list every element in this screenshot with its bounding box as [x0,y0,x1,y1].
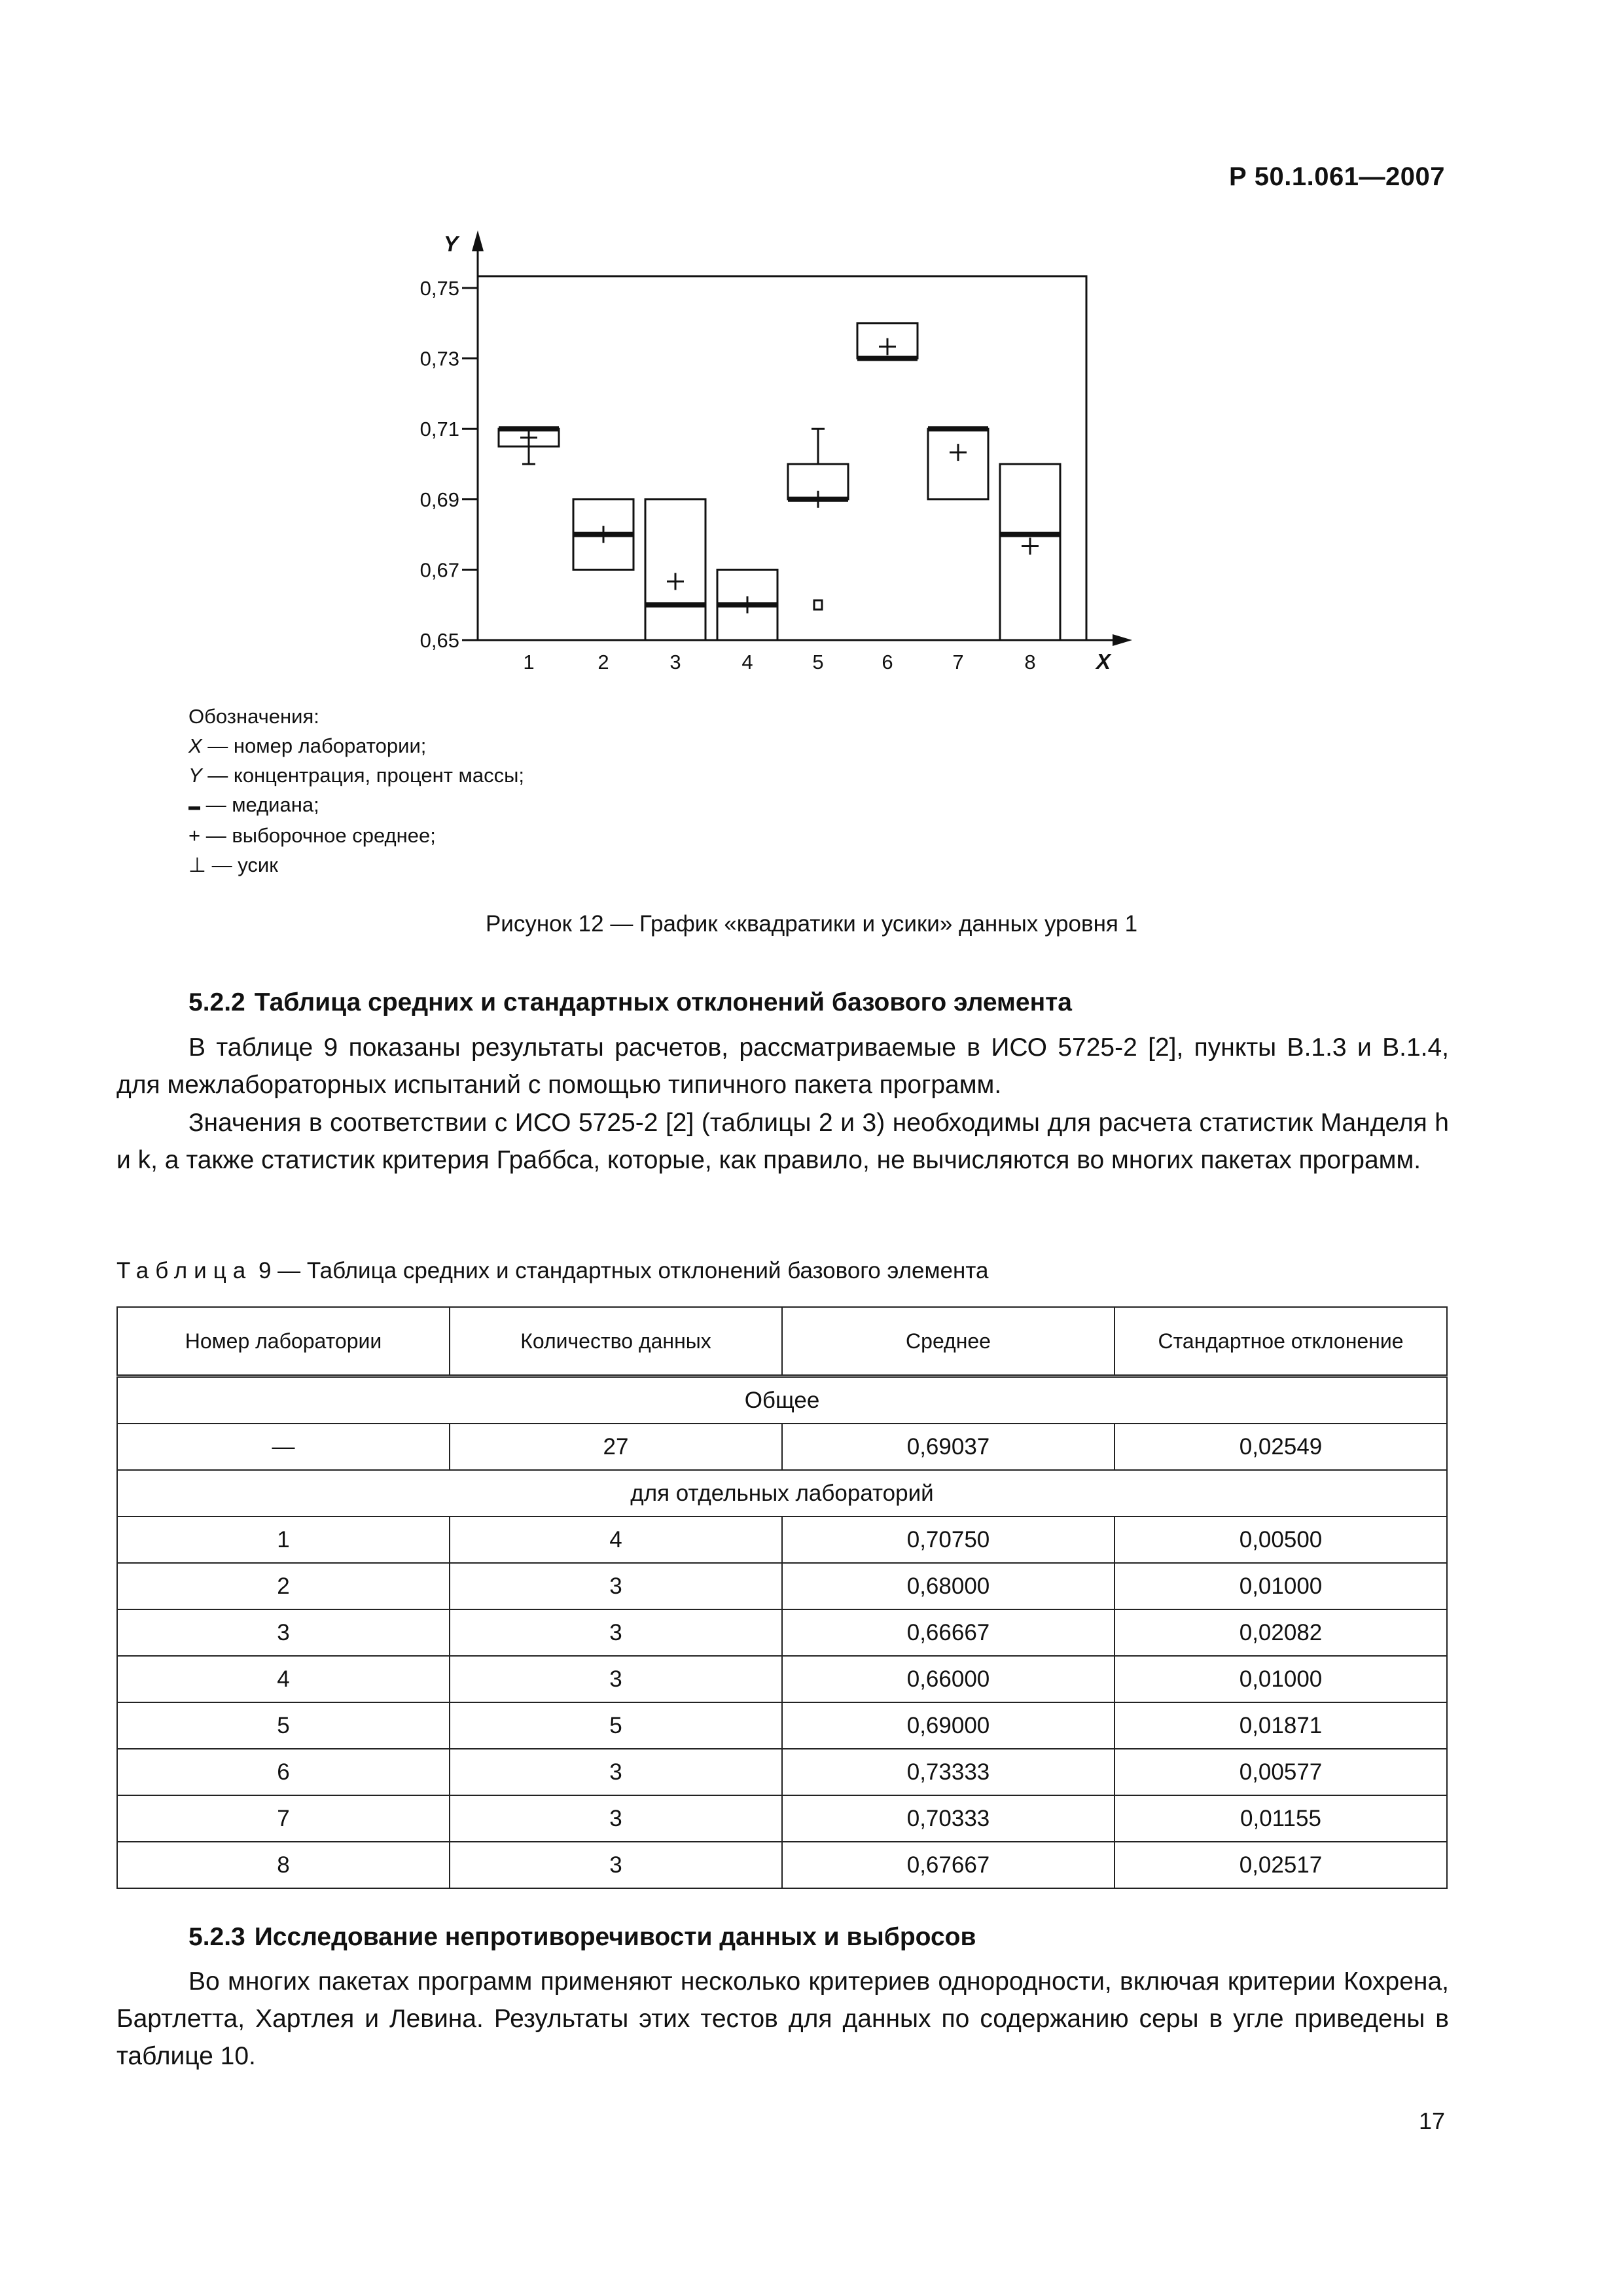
box-lab-3 [645,499,705,640]
header-code: Р 50.1.061—2007 [1229,162,1445,191]
box-plot-chart [0,0,1623,694]
cell: 0,02549 [1115,1424,1447,1470]
table-row [117,1424,1447,1470]
cell: 0,02082 [1115,1609,1447,1656]
table-title [116,1258,988,1284]
figure-caption: Рисунок 12 — График «квадратики и усики» данных уровня 1 [485,911,1138,937]
x-tick-label: 8 [1024,651,1036,673]
y-tick-label: 0,75 [419,277,459,300]
cell: 3 [117,1609,450,1656]
section-number: 5.2.2 [188,988,245,1016]
cell: 3 [450,1563,782,1609]
cell: 0,01000 [1115,1656,1447,1702]
table-title-rest: 9 — Таблица средних и стандартных отклонений базового элемента [252,1258,989,1283]
paragraph: Значения в соответствии с ИСО 5725-2 [2] (таблицы 2 и 3) необходимы для расчета статистик Манделя h и k, а также статистик критерия Граббса, которые, как правило, не вычисляются во многих пакетах программ. [116,1109,1449,1174]
section-heading-5-2-2 [188,988,1072,1017]
legend-row-whisker [188,850,524,880]
cell: 3 [450,1656,782,1702]
legend-row-mean [188,821,524,850]
section-title-text: Таблица средних и стандартных отклонений базового элемента [254,988,1072,1016]
y-tick-label: 0,67 [419,558,459,582]
cell: 3 [450,1842,782,1888]
table-header-row [117,1307,1447,1376]
cell: 8 [117,1842,450,1888]
legend-text: — концентрация, процент массы; [202,764,525,787]
table-word: Таблица [116,1258,253,1283]
table-row [117,1563,1447,1609]
x-axis-arrow-icon [1113,634,1132,646]
x-tick-label: 6 [882,651,893,673]
x-tick-label: 1 [523,651,535,673]
cell: 0,01155 [1115,1795,1447,1842]
group-row [117,1376,1447,1424]
y-axis-label: Y [443,232,458,256]
paragraph: Во многих пакетах программ применяют несколько критериев однородности, включая критерии Кохрена, Бартлетта, Хартлея и Левина. Результаты этих тестов для данных по содержанию серы в угле приведены в таблице 10. [116,1967,1449,2070]
cell: 1 [117,1516,450,1563]
cell: 0,01000 [1115,1563,1447,1609]
legend-row-y [188,761,524,790]
y-tick-label: 0,71 [419,418,459,441]
figure-legend [188,702,524,880]
legend-symbol: Y [188,764,202,787]
cell: 4 [117,1656,450,1702]
table-row [117,1749,1447,1795]
x-tick-label: 3 [669,651,681,673]
legend-text: — номер лаборатории; [202,734,427,757]
whisker-symbol: ⊥ [188,853,207,877]
col-header-stddev: Стандартное отклонение [1115,1307,1447,1376]
legend-row-x [188,731,524,761]
cell: 0,00577 [1115,1749,1447,1795]
cell: 0,70750 [782,1516,1115,1563]
col-header-count: Количество данных [450,1307,782,1376]
legend-text: — медиана; [200,793,319,816]
median-symbol: ▬ [188,799,200,813]
cell: 0,68000 [782,1563,1115,1609]
cell: 0,66000 [782,1656,1115,1702]
plot-frame [478,276,1086,640]
x-tick-label: 5 [812,651,824,673]
table-row [117,1656,1447,1702]
group-label-labs: для отдельных лабораторий [117,1470,1447,1516]
cell: 0,01871 [1115,1702,1447,1749]
group-row [117,1470,1447,1516]
cell: 2 [117,1563,450,1609]
cell: 0,02517 [1115,1842,1447,1888]
cell: 3 [450,1795,782,1842]
cell: 27 [450,1424,782,1470]
cell: 6 [117,1749,450,1795]
x-tick-label: 2 [597,651,609,673]
group-label-general: Общее [117,1376,1447,1424]
cell: 5 [117,1702,450,1749]
cell: 7 [117,1795,450,1842]
table-row [117,1795,1447,1842]
table-row [117,1702,1447,1749]
cell: 5 [450,1702,782,1749]
cell: 3 [450,1609,782,1656]
cell: 0,69037 [782,1424,1115,1470]
page-number: 17 [1418,2108,1445,2134]
section-heading-5-2-3 [188,1923,976,1952]
legend-title: Обозначения: [188,705,319,728]
x-tick-label: 7 [952,651,964,673]
y-axis-arrow-icon [472,230,484,251]
box-lab-7 [928,429,988,499]
table-row [117,1609,1447,1656]
legend-row-median [188,790,524,821]
cell: 0,70333 [782,1795,1115,1842]
outlier-marker [814,600,822,609]
legend-symbol: X [188,734,202,757]
y-tick-label: 0,69 [419,488,459,511]
cell: 0,67667 [782,1842,1115,1888]
section-title-text: Исследование непротиворечивости данных и выбросов [254,1923,976,1951]
cell: 0,73333 [782,1749,1115,1795]
col-header-mean: Среднее [782,1307,1115,1376]
table-9 [116,1306,1448,1889]
section-number: 5.2.3 [188,1923,245,1951]
table-row [117,1516,1447,1563]
y-tick-label: 0,65 [419,629,459,652]
cell: 3 [450,1749,782,1795]
x-axis-label: X [1096,649,1111,673]
cell: — [117,1424,450,1470]
cell: 0,00500 [1115,1516,1447,1563]
paragraph: В таблице 9 показаны результаты расчетов, рассматриваемые в ИСО 5725-2 [2], пункты В.1.3 и В.1.4, для межлабораторных испытаний с помощью типичного пакета программ. [116,1033,1449,1099]
cell: 0,66667 [782,1609,1115,1656]
cell: 4 [450,1516,782,1563]
y-tick-label: 0,73 [419,347,459,370]
col-header-lab: Номер лаборатории [117,1307,450,1376]
cell: 0,69000 [782,1702,1115,1749]
legend-text: — усик [206,853,278,877]
legend-text: — выборочное среднее; [200,824,436,848]
x-tick-label: 4 [741,651,753,673]
mean-symbol: + [188,824,201,848]
table-row [117,1842,1447,1888]
